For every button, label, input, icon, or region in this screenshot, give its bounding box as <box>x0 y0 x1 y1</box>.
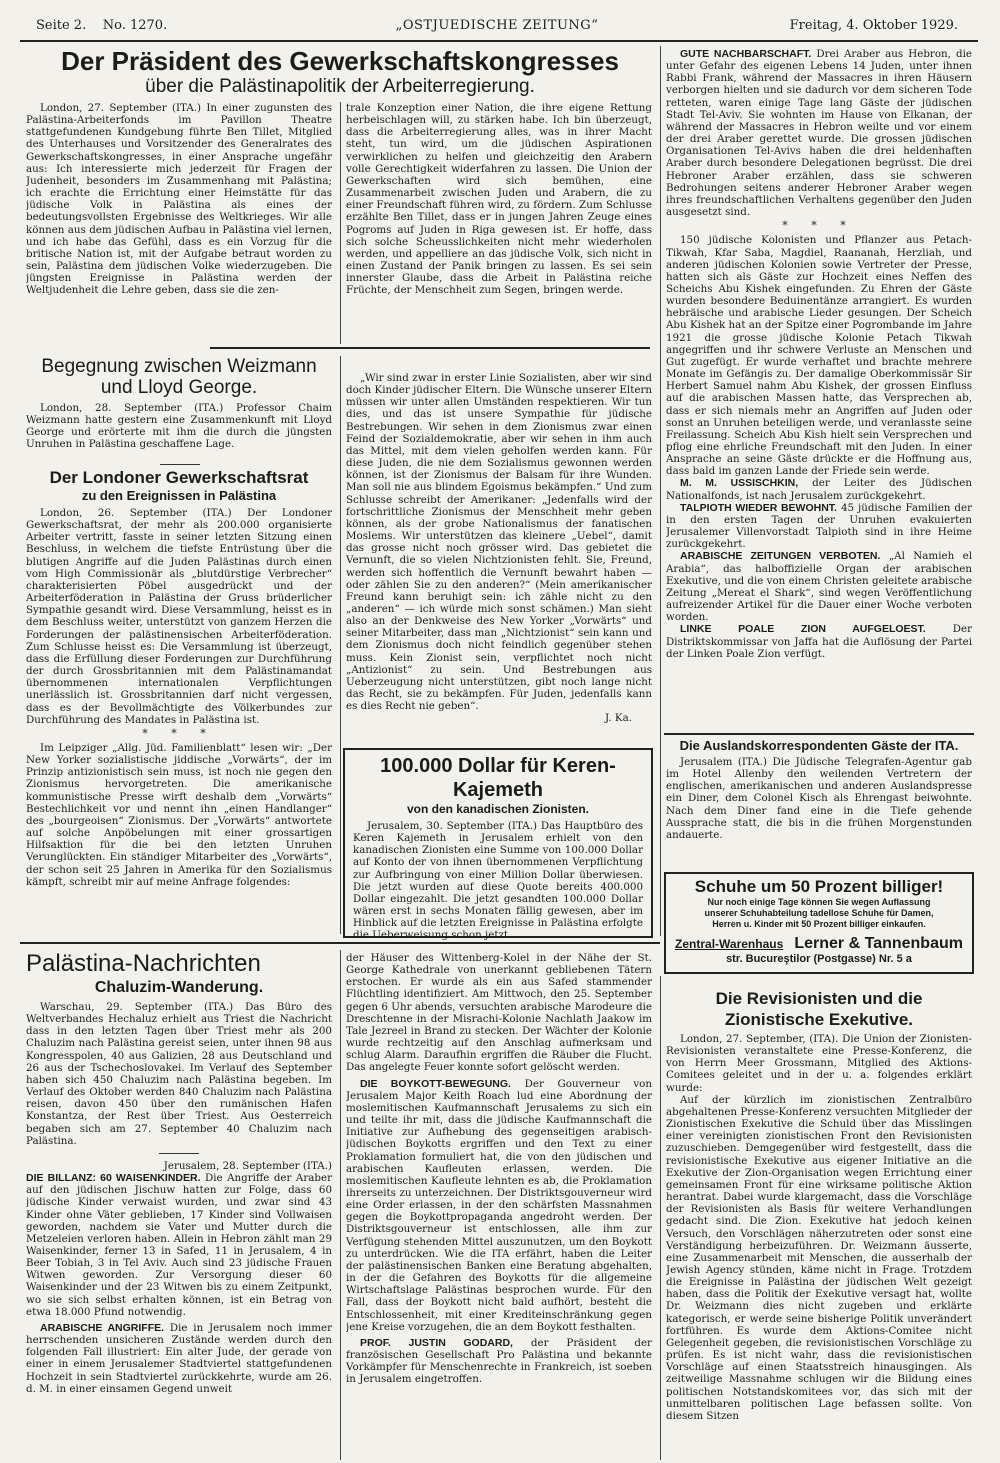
section-stars: * * * <box>142 726 216 740</box>
headline: Der Präsident des Gewerkschaftskongresses <box>61 46 619 76</box>
news-item: PROF. JUSTIN GODARD, der Präsident der französischen Gesellschaft Pro Palästina und bekannte Vorkämpfer für Menschenrechte in Frankreich, ist soeben in Jerusalem eingetroffen. <box>346 1336 652 1386</box>
header-rule <box>20 40 978 42</box>
article-text: Jerusalem (ITA.) Die Jüdische Telegrafen-Agentur gab im Hotel Allenby den weilenden Vertretern der englischen, amerikanischen und anderen Auslandspresse ein Diner, dem Colonel Kisch als Ehrengast beiwohnte. Nach dem Diner fand eine in die Tiefe gehende Aussprache statt, die bis in die frühen Morgenstunden andauerte. <box>666 756 972 841</box>
headline: Begegnung zwischen Weizmann und Lloyd George. <box>41 356 317 398</box>
article-text: der Häuser des Wittenberg-Kolel in der Nähe der St. George Kathedrale von unerkannt gebliebenen Tätern erstochen. Er wurde als ein aus Safed stammender Flüchtling identifiziert. Am Mittwoch, den 25. September gegen 6 Uhr abends, versuchten arabische Marodeure die Dreschtenne in der Misrachi-Kolonie Nachlath Jaakow im Tale Jezreel in Brand zu stecken. Der Wächter der Kolonie wurde rechtzeitig auf den Anschlag aufmerksam und schlug Alarm. Daraufhin ergriffen die Räuber die Flucht. Das angelegte Feuer konnte sofort gelöscht werden. <box>346 952 652 1074</box>
ad-text: Nur noch einige Tage können Sie wegen Auflassung unserer Schuhabteilung tadellose Schuhe für Damen, Herren u. Kinder mit 50 Prozent billiger einkaufen. <box>704 897 934 929</box>
separator <box>160 464 200 465</box>
article-auslandskorrespondenten <box>666 738 972 858</box>
article-text: London, 27. September (ITA.) In einer zugunsten des Palästina-Arbeiterfonds im Pavillon Theatre stattgefundenen Kundgebung führte Ben Tillet, Mitglied des Unterhauses und Vorsitzender des Generalrates des Gewerkschaftskongresses, in einer Ansprache ungefähr aus: Ich interessierte mich jederzeit für Fragen der Judenheit, besonders im Zusammenhang mit Palästina; ich erachte die Errichtung einer Heimstätte für das jüdische Volk in Palästina als eines der bedeutungsvollsten Ergebnisse des Weltkrieges. Wir alle können aus dem jüdischen Aufbau in Palästina viel lernen, und ich habe das Gefühl, dass es ein Vorzug für die britische Nation ist, mit der Aufgabe betraut worden zu sein, Palästina dem jüdischen Volke wiederzugeben. Die jüngsten Ereignisse in Palästina werden der Weltjudenheit die Lehre geben, dass sie die zen- <box>26 102 332 297</box>
subheadline: über die Palästinapolitik der Arbeiterregierung. <box>145 76 535 97</box>
news-item: TALPIOTH WIEDER BEWOHNT. 45 jüdische Familien der in den ersten Tagen der Unruhen evakuierten Jerusalemer Villenvorstadt Talpioth sind in ihre Heime zurückgekehrt. <box>666 501 972 551</box>
news-item: ARABISCHE ANGRIFFE. Die in Jerusalem noch immer herrschenden unsicheren Zustände werden durch den folgenden Fall illustriert: Ein alter Jude, der gerade von einer in einem Jerusalemer Stadtviertel stattgefundenen Hochzeit in sein Stadtviertel zurückkehrte, wurde am 26. d. M. in einer einsamen Gegend unweit <box>26 1321 332 1395</box>
section-rule <box>20 942 660 944</box>
news-item: DIE BOYKOTT-BEWEGUNG. Der Gouverneur von Jerusalem Major Keith Roach lud eine Abordnung der moslemitischen Kaufmannschaft Jerusalems zu sich ein und teilte ihr mit, dass die jüdische Kaufmannschaft die Initiative zur Aufhebung des gegenseitigen arabisch-jüdischen Boykotts ergriffen und den Text zu einer Proklamation formuliert hat, die von den jüdischen und arabischen Kaufleuten erlassen, werden. Die moslemitischen Kaufleute lehnten es ab, die Proklamation ihrerseits zu unterzeichnen. Der Distriktsgouverneur wird eine Order erlassen, in der den schärfsten Massnahmen gegen die Boykottpropaganda angedroht werden. Der Distriktsgouverneur ist entschlossen, alle ihm zur Verfügung stehenden Mittel auszunutzen, um den Boykott zu unterdrücken. Wie die ITA erfährt, haben die Leiter der palästinensischen Banken eine Beratung abgehalten, in der die Gefahren des Boykotts für die allgemeine Wirtschaftslage Palästinas besprochen wurde. Für den Fall, dass der Boykott nicht bald aufhört, besteht die Entschlossenheit, mit einer Krediteinschränkung gegen jene Kreise vorzugehen, die an dem Boykott festhalten. <box>346 1077 652 1333</box>
news-item: ARABISCHE ZEITUNGEN VERBOTEN. „Al Namieh el Arabia“, das halboffizielle Organ der arabischen Exekutive, und die von einem Christen geleitete arabische Zeitung „Mereat el Shark“, sind wegen Veröffentlichung aufreizender Artikel für die Dauer einer Woche verboten worden. <box>666 550 972 624</box>
dateline: Jerusalem, 28. September (ITA.) <box>163 1159 332 1172</box>
column-rule <box>660 976 661 1460</box>
subheadline: Chaluzim-Wanderung. <box>94 979 264 996</box>
news-item: GUTE NACHBARSCHAFT. Drei Araber aus Hebron, die unter Gefahr des eigenen Lebens 14 Juden, unter ihnen Rabbi Frank, während der Massacres in ihren Häusern verborgen hielten und sie dadurch vor dem sicheren Tode retteten, waren einige Tage lang Gäste der jüdischen Stadt Tel-Aviv. Sie wohnten im Hause von Elkanan, der während der Massacres in Hebron weilte und vor einem der drei Araber gerettet wurde. Die grossen jüdischen Organisationen Tel-Avivs haben die drei heldenhaften Araber durch besondere Delegationen begrüsst. Die drei Hebroner Araber erzählen, dass sie schweren Bedrohungen seitens anderer Hebroner Araber wegen ihres freundschaftlichen Verhaltens gegenüber den Juden ausgesetzt sind. <box>666 48 972 219</box>
headline: Die Revisionisten und die Zionistische Exekutive. <box>715 989 923 1029</box>
article-text: Jerusalem, 30. September (ITA.) Das Hauptbüro des Keren Kajemeth in Jerusalem erhielt von den kanadischen Zionisten eine Summe von 100.000 Dollar auf Konto der von ihnen übernommenen Verpflichtung zur Aufbringung von einer Million Dollar überwiesen. Die jetzt wurden auf diese Quote bereits 400.000 Dollar eingezahlt. Die jetzt gesandten 100.000 Dollar wären erst in sechs Monaten fällig gewesen, aber im Hinblick auf die letzten Ereignisse in Palästina erfolgte die Ueberweisung schon jetzt. <box>353 820 643 942</box>
right-column-news <box>666 48 972 730</box>
article-palaestina-nachrichten <box>26 950 332 1460</box>
store-name: Zentral-Warenhaus Lerner & Tannenbaum <box>675 935 963 952</box>
page-number: Seite 2. No. 1270. <box>36 18 168 33</box>
news-item: 150 jüdische Kolonisten und Pflanzer aus Petach-Tikwah, Kfar Saba, Magdiel, Raananah, Herzliah, und anderen jüdischen Kolonien sowie Vertreter der Presse, hatten sich als Gäste zur Hochzeit eines Neffen des Scheichs Abu Kishek eingefunden. Zu Ehren der Gäste wurden besondere Beduinentänze arrangiert. Es wurden hebräische und arabische Lieder gesungen. Der Scheich Abu Kishek hat an der Spitze einer Pogrombande im Jahre 1921 die grosse jüdische Kolonie Petach Tikwah angegriffen und ihr schwere Verluste an Menschen und Gut zugefügt. Er wurde verhaftet und brachte mehrere Monate im Gefängis zu. Der damalige Oberkommissär Sir Herbert Samuel nahm Abu Kishek, der grossen Einfluss auf die arabischen Massen hatte, das Versprechen ab, dass er sich niemals mehr an Angriffen auf Juden oder sonst an Unruhen beteiligen werde, und veranlasste seine Freilassung. Scheich Abu Kish hielt sein Versprechen und pflog eine ehrliche Freundschaft mit den Juden. In einer Ansprache an seine Gäste drückte er die Hoffnung aus, dass bald im ganzen Lande der Friede sein werde. <box>666 234 972 478</box>
headline: 100.000 Dollar für Keren-Kajemeth <box>380 755 616 801</box>
article-gewerkschaft-col1 <box>26 102 332 344</box>
news-item: M. M. USSISCHKIN, der Leiter des Jüdischen Nationalfonds, ist nach Jerusalem zurückgekehrt. <box>666 477 972 502</box>
newspaper-title: „OSTJUEDISCHE ZEITUNG“ <box>395 18 599 33</box>
separator <box>159 1153 199 1154</box>
article-text: Warschau, 29. September (ITA.) Das Büro des Weltverbandes Hechaluz erhielt aus Triest die Nachricht dass in den letzten Tagen über Triest mehr als 200 Chaluzim nach Palästina gereist seien, unter ihnen 98 aus Kongresspolen, 40 aus Galizien, 28 aus Deutschland und 26 aus der Tschechoslovakei. Im Verlauf des September haben sich 450 Chaluzim nach Palästina begeben. Im Verlauf des Oktober werden 840 Chaluzim nach Palästina reisen, davon 450 über den rumänischen Hafen Konstantza, der Rest über Triest. Aus Oesterreich begaben sich am 27. September 40 Chaluzim nach Palästina. <box>26 1001 332 1147</box>
article-gewerkschaftsrat <box>26 468 332 936</box>
store-address: str. Bucureştilor (Postgasse) Nr. 5 a <box>726 953 912 965</box>
article-text: Im Leipziger „Allg. Jüd. Familienblatt“ lesen wir: „Der New Yorker sozialistische jiddische „Vorwärts“, der im Prinzip antizionistisch sein muss, ist noch nie gegen den Zionismus hervorgetreten. Die amerikanische kommunistische Presse wirft deshalb dem „Vorwärts“ Bestechlichkeit vor und nennt ihn „einen Handlanger“ des „bourgeoisen“ Zionismus. Der „Vorwärts“ antwortete auf solche Anpöbelungen mit einer grossartigen Hilfsaktion für die bei den letzten Unruhen Verunglückten. Ein ständiger Mitarbeiter des „Vorwärts“, der schon seit 25 Jahren in Amerika für den Sozialismus kämpft, schreibt mir auf meine Anfrage folgendes: <box>26 741 332 888</box>
article-gewerkschaft-headline <box>26 46 654 98</box>
section-rule <box>210 347 650 349</box>
article-weizmann <box>26 356 332 462</box>
ad-headline: Schuhe um 50 Prozent billiger! <box>694 877 944 896</box>
article-text: trale Konzeption einer Nation, die ihre eigene Rettung herbeischlagen will, zu stärken habe. Ich bin überzeugt, dass die Arbeiterregierung alles, was in ihrer Macht steht, tun wird, um die jüdischen Aspirationen verwirklichen zu helfen und gleichzeitig den Arabern volle Gerechtigkeit widerfahren zu lassen. Die Union der Gewerkschaften wird sich bemühen, eine Zusammenarbeit zwischen Juden und Arabern, die zu einer Freundschaft führen wird, zu fördern. Zum Schlusse erzählte Ben Tillet, dass er in jungen Jahren Zeuge eines Pogroms auf Juden in Riga gewesen ist. Er hoffe, dass sich solche Scheusslichkeiten nicht mehr wiederholen werden, und appelliere an das jüdische Volk, sich nicht in einen Zustand der Panik bringen zu lassen. Es sei sein innerster Glaube, dass die Arbeit in Palästina reiche Früchte, der Menschheit zum Segen, bringen werde. <box>346 102 652 297</box>
page-header <box>36 18 958 40</box>
article-gewerkschaft-col2 <box>346 102 652 344</box>
palaestina-nachrichten-continued <box>346 952 652 1460</box>
headline: Der Londoner Gewerkschaftsrat <box>49 468 309 487</box>
section-title: Palästina-Nachrichten <box>26 950 261 977</box>
issue-date: Freitag, 4. Oktober 1929. <box>789 18 958 33</box>
subheadline: zu den Ereignissen in Palästina <box>81 488 277 503</box>
article-revisionisten <box>666 988 972 1460</box>
news-item: LINKE POALE ZION AUFGELOEST. Der Distriktskommissar von Jaffa hat die Auflösung der Partei der Linken Poale Zion verfügt. <box>666 623 972 660</box>
keren-kajemeth-box <box>343 748 653 942</box>
news-item: DIE BILLANZ: 60 WAISENKINDER. Die Angriffe der Araber auf den jüdischen Jischuw hatten zur Folge, dass 60 jüdische Kinder verwaist wurden, und zwar sind 43 Kinder ohne Väter geblieben, 17 Kinder sind Vollwaisen geworden, nachdem sie Vater und Mutter durch die Metzeleien verloren haben. Allein in Hebron zählt man 29 Waisenkinder, ferner 13 in Safed, 11 in Jerusalem, 4 in Beer Tobiah, 3 in Tel Aviv. Auch sind 23 jüdische Frauen Witwen geworden. Zur Versorgung dieser 60 Waisenkinder und der 23 Witwen bis zu einem Zeitpunkt, wo sie sich selbst erhalten können, ist ein Betrag von etwa 18.000 Pfund notwendig. <box>26 1172 332 1318</box>
article-text: London, 26. September (ITA.) Der Londoner Gewerkschaftsrat, der mehr als 200.000 organisierte Arbeiter vertritt, fasste in seiner letzten Sitzung einen Beschluss, in welchem die tiefste Entrüstung über die blutigen Angriffe auf die Juden Palästinas durch einen vom High Commissionär als „blutdürstige Verbrecher“ charakterisierten Pöbel ausgedrückt und der Arbeiterföderation in Palästina der Gruss brüderlicher Sympathie gesandt wird. Diese Versammlung, heisst es in dem Beschluss weiter, unterstützt von ganzem Herzen die Forderungen der palästinensischen Arbeiterföderation. Zum Schlusse heisst es: Die Versammlung ist überzeugt, dass die Erfüllung dieser Forderungen zur Durchführung der durch Grossbritannien mit dem Palästinamandat übernommenen internationalen Verpflichtungen unerlässlich ist. Grossbritannien darf nicht vergessen, dass es der Bevollmächtigte des Völkerbundes zur Durchführung des Mandates in Palästina ist. <box>26 507 332 726</box>
shoe-advertisement <box>664 872 974 974</box>
subheadline: von den kanadischen Zionisten. <box>406 802 590 816</box>
article-text: London, 27. September, (ITA). Die Union der Zionisten-Revisionisten veranstaltete eine Presse-Konferenz, die von Herrn Meer Grossmann, Mitglied des Aktions-Comitees geleitet und in der u. a. folgendes erklärt wurde: <box>666 1033 972 1094</box>
article-vorwaerts-continued <box>346 372 652 744</box>
article-text: „Wir sind zwar in erster Linie Sozialisten, aber wir sind doch Kinder jüdischer Eltern. Die Wünsche unserer Eltern müssen wir unter allen Umständen respektieren. Wir tun dies, und das ist unsere Sympathie für jüdische Bestrebungen. Wir sehen in dem Zionismus zwar einen Feind der Sozialdemokratie, aber wir sehen in ihm auch das Mittel, mit dem vielen geholfen werden kann. Für diese Juden, die nie dem Sozialismus gewonnen werden können, ist der Zionismus der Balsam für ihre Wunden. Man soll nie aus blindem Egoismus bekämpfen.“ Und zum Schlusse schreibt der Amerikaner: „Jedenfalls wird der fortschrittliche Zionismus der Menschheit mehr geben können, als der grobe Nationalismus der fanatischen Moslems. Wir unterstützen das kleinere „Uebel“, damit das grosse nicht noch grösser wird. Das gebietet die Vernunft, die so vielen Nichtzionisten fehlt. Sie, Freund, werden sich hoffentlich die Vernunft bewahrt haben — oder zählen Sie zu den anderen?“ (Mein amerikanischer Freund kann beruhigt sein: ich zähle nicht zu den „anderen“ — ich würde mich sonst schämen.) Man sieht also an der Denkweise des New Yorker „Vorwärts“ und seiner Mitarbeiter, dass man „Nichtzionist“ sein kann und dem Zionismus doch nicht feindlich gegenüber stehen muss. Kein Zionist sein, verpflichtet noch nicht „Antizionist“ zu sein. Und Bestrebungen aus Ueberzeugung nicht unterstützen, gibt noch lange nicht das Recht, sie zu bekämpfen. Für Juden, jedenfalls kann es dies Recht nie geben“. <box>346 372 652 713</box>
section-rule <box>664 733 974 735</box>
signature: J. Ka. <box>605 712 632 725</box>
article-text: London, 28. September (ITA.) Professor Chaim Weizmann hatte gestern eine Zusammenkunft mit Lloyd George und erörterte mit ihm die durch die jüngsten Unruhen in Palästina geschaffene Lage. <box>26 402 332 451</box>
headline: Die Auslandskorrespondenten Gäste der ITA. <box>679 738 959 753</box>
section-stars: * * * <box>782 219 856 233</box>
column-rule <box>340 356 341 934</box>
column-rule <box>340 950 341 1460</box>
column-rule <box>660 46 661 936</box>
article-text: Auf der kürzlich im zionistischen Zentralbüro abgehaltenen Presse-Konferenz versuchten Mitglieder der Zionistischen Exekutive die Schuld über das Misslingen einer vereinigten zionistischen Front den Revisionisten zuzuschieben. Demgegenüber wird festgestellt, dass die revisionistische Exekutive aus eigener Initiative an die Exekutive der Zion-Organisation wegen Errichtung einer gemeinsamen Front für eine wirksame politische Aktion herantrat. Dabei wurde klargemacht, dass die Vorschläge der Revisionisten als Basis für weitere Verhandlungen gedacht sind. Die Zion. Exekutive hat jedoch keinen Versuch, den Vorschlägen näherzutreten oder sonst eine Verständigung herbeizuführen. Dr. Weizmann äusserte, eine Zusammenarbeit mit Menschen, die ausserhalb der Jewish Agency stünden, käme nicht in Frage. Trotzdem die Ereignisse in Palästina der jüdischen Welt gezeigt haben, dass die Politik der Exekutive versagt hat, wollte Dr. Weizmann dies nicht zugeben und erklärte kategorisch, er werde seine bisherige Politik unverändert fortführen. Es wurde dem Aktions-Comitee nicht Gelegenheit gegeben, die revisionistischen Vorschläge zu prüfen. Es ist nicht wahr, dass die revisionistischen Vorschläge auf einen Staatsstreich hinausgingen. Als zeitweilige Massnahme schlugen wir die Bildung eines politischen Notstandskomitees vor, das sich mit der unmittelbaren politischen Lage befassen sollte. Von diesem Sitzen <box>666 1093 972 1422</box>
column-rule <box>340 102 341 344</box>
